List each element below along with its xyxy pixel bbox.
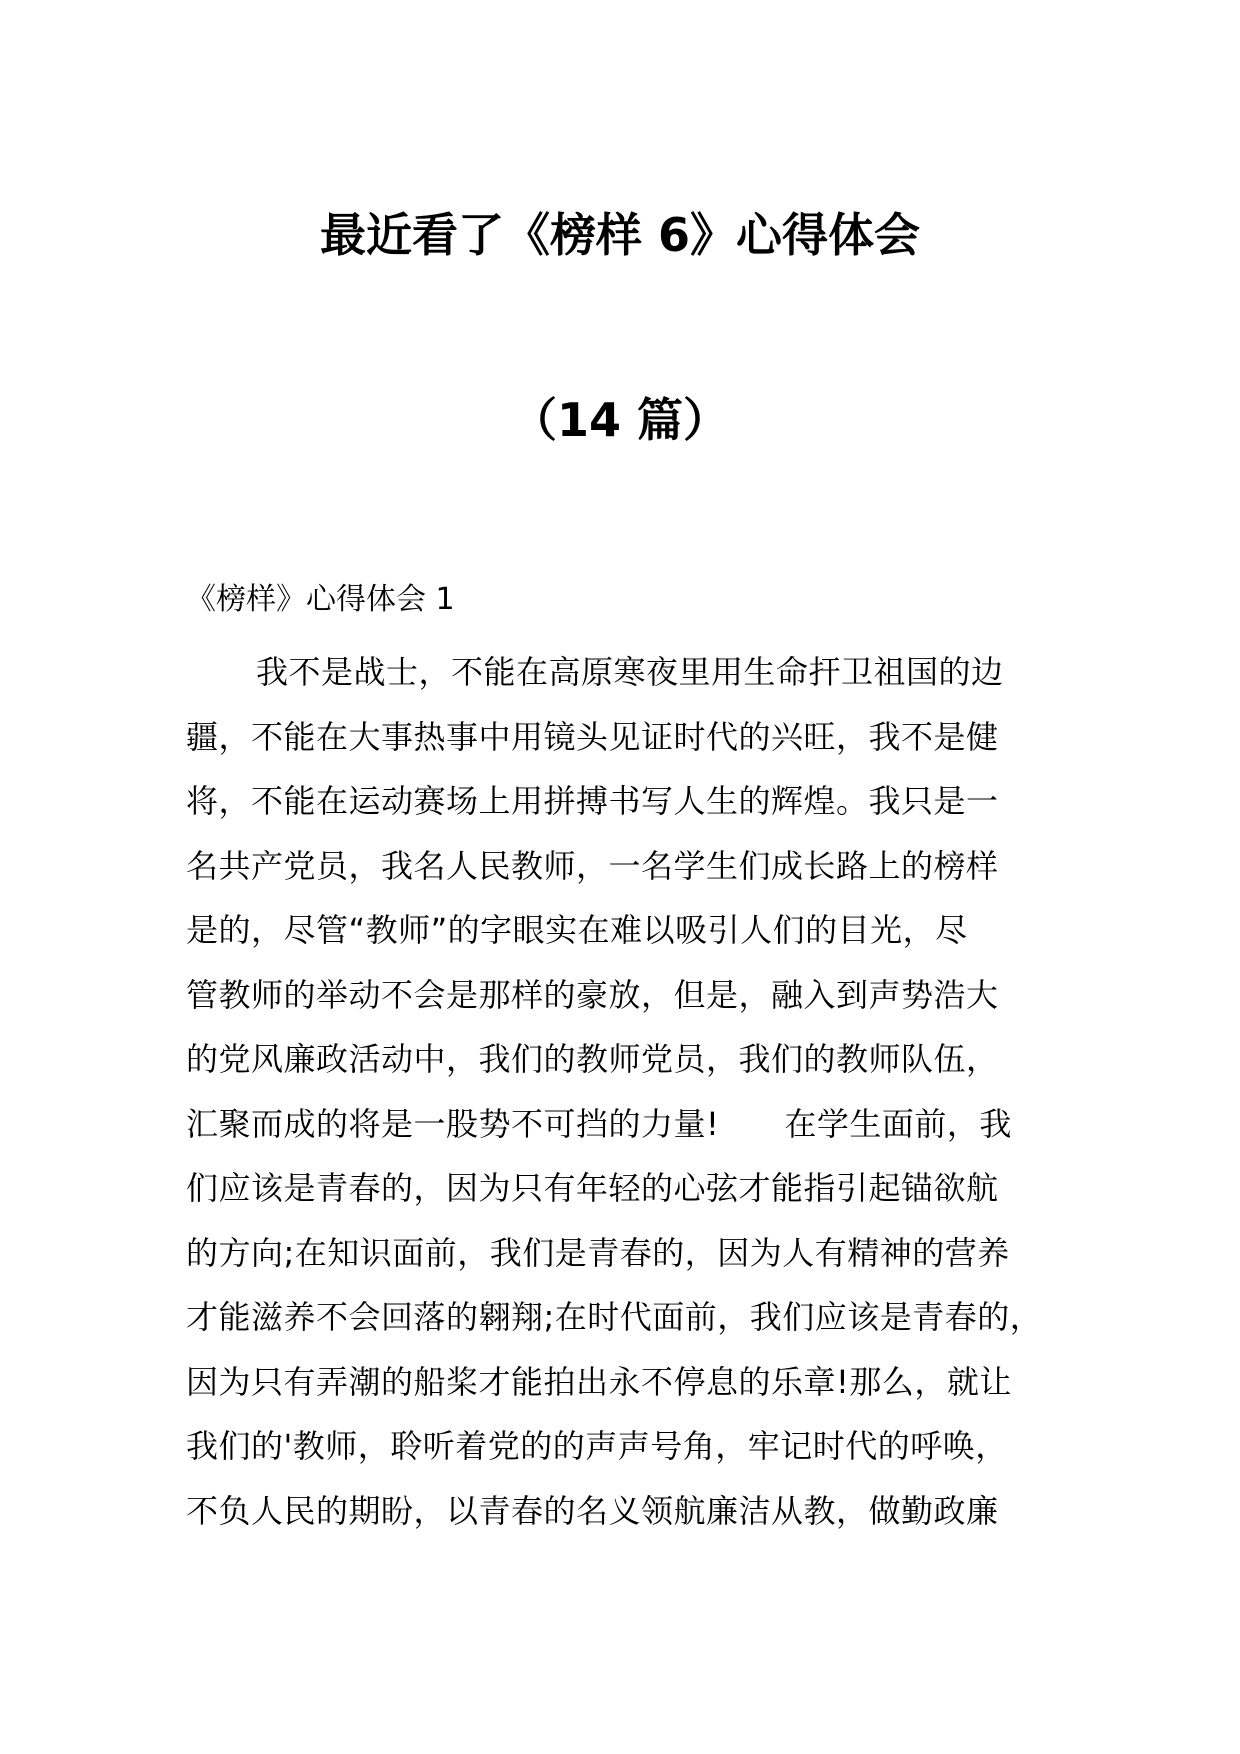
document-subtitle: （14 篇） (510, 393, 730, 447)
body-line: 我不是战士，不能在高原寒夜里用生命扞卫祖国的边 (256, 653, 1004, 691)
body-line: 的方向;在知识面前，我们是青春的，因为人有精神的营养 (186, 1233, 1010, 1272)
body-line: 们应该是青春的，因为只有年轻的心弦才能指引起锚欲航 (186, 1169, 999, 1207)
body-line: 汇聚而成的将是一股势不可挡的力量! 在学生面前，我 (186, 1104, 1012, 1143)
body-line: 管教师的举动不会是那样的豪放，但是，融入到声势浩大 (186, 975, 999, 1014)
body-text (186, 640, 1086, 1543)
body-line: 名共产党员，我名人民教师，一名学生们成长路上的榜样 (186, 846, 999, 885)
body-line: 疆，不能在大事热事中用镜头见证时代的兴旺，我不是健 (186, 717, 999, 756)
body-line: 我们的'教师，聆听着党的的声声号角，牢记时代的呼唤， (186, 1427, 1008, 1465)
body-line: 才能滋养不会回落的翱翔;在时代面前，我们应该是青春的， (186, 1298, 1043, 1336)
document-title: 最近看了《榜样 6》心得体会 (319, 208, 921, 262)
section-heading: 《榜样》心得体会 1 (186, 582, 455, 617)
body-line: 不负人民的期盼，以青春的名义领航廉洁从教，做勤政廉 (186, 1491, 999, 1530)
body-line: 将，不能在运动赛场上用拼搏书写人生的辉煌。我只是一 (186, 782, 999, 820)
body-line: 的党风廉政活动中，我们的教师党员，我们的教师队伍， (186, 1040, 999, 1078)
body-line: 因为只有弄潮的船桨才能拍出永不停息的乐章!那么，就让 (186, 1362, 1012, 1401)
body-line: 是的，尽管“教师”的字眼实在难以吸引人们的目光，尽 (186, 911, 968, 949)
